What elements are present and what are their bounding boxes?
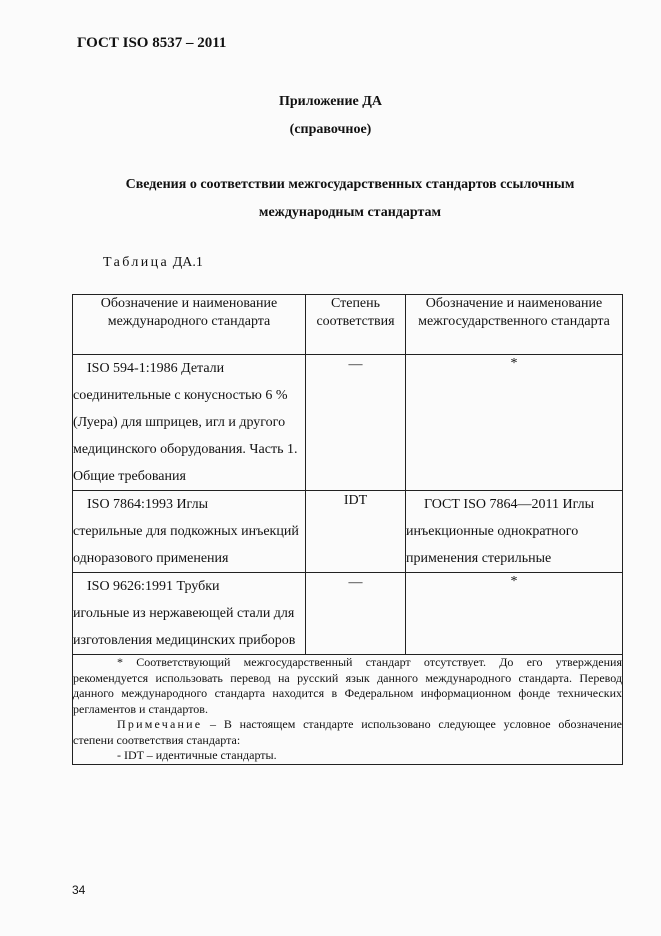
table-notes-row (73, 655, 623, 765)
section-title (80, 171, 620, 227)
table-label (103, 255, 203, 271)
cell-text: * (510, 356, 518, 371)
table-header-row (73, 295, 623, 355)
note-text: – В настоящем стандарте использовано следующее условное обозначение степени соответствия стандарта: (73, 717, 622, 747)
cell-text-rest: игольные из нержавеющей стали для изготовления медицинских приборов (73, 606, 296, 648)
idt-definition: - IDT – идентичные стандарты. (117, 748, 277, 762)
cell-text: * (510, 574, 518, 589)
page-number: 34 (72, 883, 86, 897)
cell-text-rest: инъекционные однократного применения стерильные (406, 524, 579, 566)
cell-international (73, 355, 306, 491)
table-label-number: ДА.1 (172, 255, 203, 270)
cell-text-first: ISO 7864:1993 Иглы (87, 497, 208, 512)
cell-text-rest: стерильные для подкожных инъекций одноразового применения (73, 524, 299, 566)
table-row (73, 491, 623, 573)
cell-interstate (406, 355, 623, 491)
note (73, 717, 622, 748)
cell-interstate (406, 491, 623, 573)
cell-text-rest: соединительные с конусностью 6 % (Луера) для шприцев, игл и другого медицинского оборудования. Часть 1. Общие требования (73, 388, 298, 484)
cell-text-first: ISO 9626:1991 Трубки (87, 579, 220, 594)
footnote: * Соответствующий межгосударственный стандарт отсутствует. До его утверждения рекомендуется использовать перевод на русский язык данного международного стандарта. Перевод данного международного стандарта находится в Федеральном информационном фонде технических регламентов и стандартов. (73, 655, 622, 716)
appendix-title: Приложение ДА (278, 94, 383, 109)
cell-international (73, 491, 306, 573)
document-header: ГОСТ ISO 8537 – 2011 (77, 35, 227, 51)
note-word: Примечание (117, 717, 203, 731)
cell-interstate (406, 573, 623, 655)
header-international-standard: Обозначение и наименование международного стандарта (73, 295, 306, 355)
cell-degree: IDT (306, 491, 406, 573)
cell-degree: — (306, 355, 406, 491)
table-row (73, 573, 623, 655)
standards-table (72, 294, 623, 765)
cell-text-first: ISO 594-1:1986 Детали (87, 361, 225, 376)
header-degree: Степень соответствия (306, 295, 406, 355)
section-title-line1: Сведения о соответствии межгосударственных стандартов ссылочным (125, 177, 575, 192)
appendix-subtitle: (справочное) (289, 122, 372, 137)
header-interstate-standard: Обозначение и наименование межгосударственного стандарта (406, 295, 623, 355)
table-notes (73, 655, 623, 765)
section-title-line2: международным стандартам (258, 205, 442, 220)
table-label-word: Таблица (103, 255, 170, 270)
cell-degree: — (306, 573, 406, 655)
cell-international (73, 573, 306, 655)
table-row (73, 355, 623, 491)
cell-text-first: ГОСТ ISO 7864—2011 Иглы (424, 497, 594, 512)
